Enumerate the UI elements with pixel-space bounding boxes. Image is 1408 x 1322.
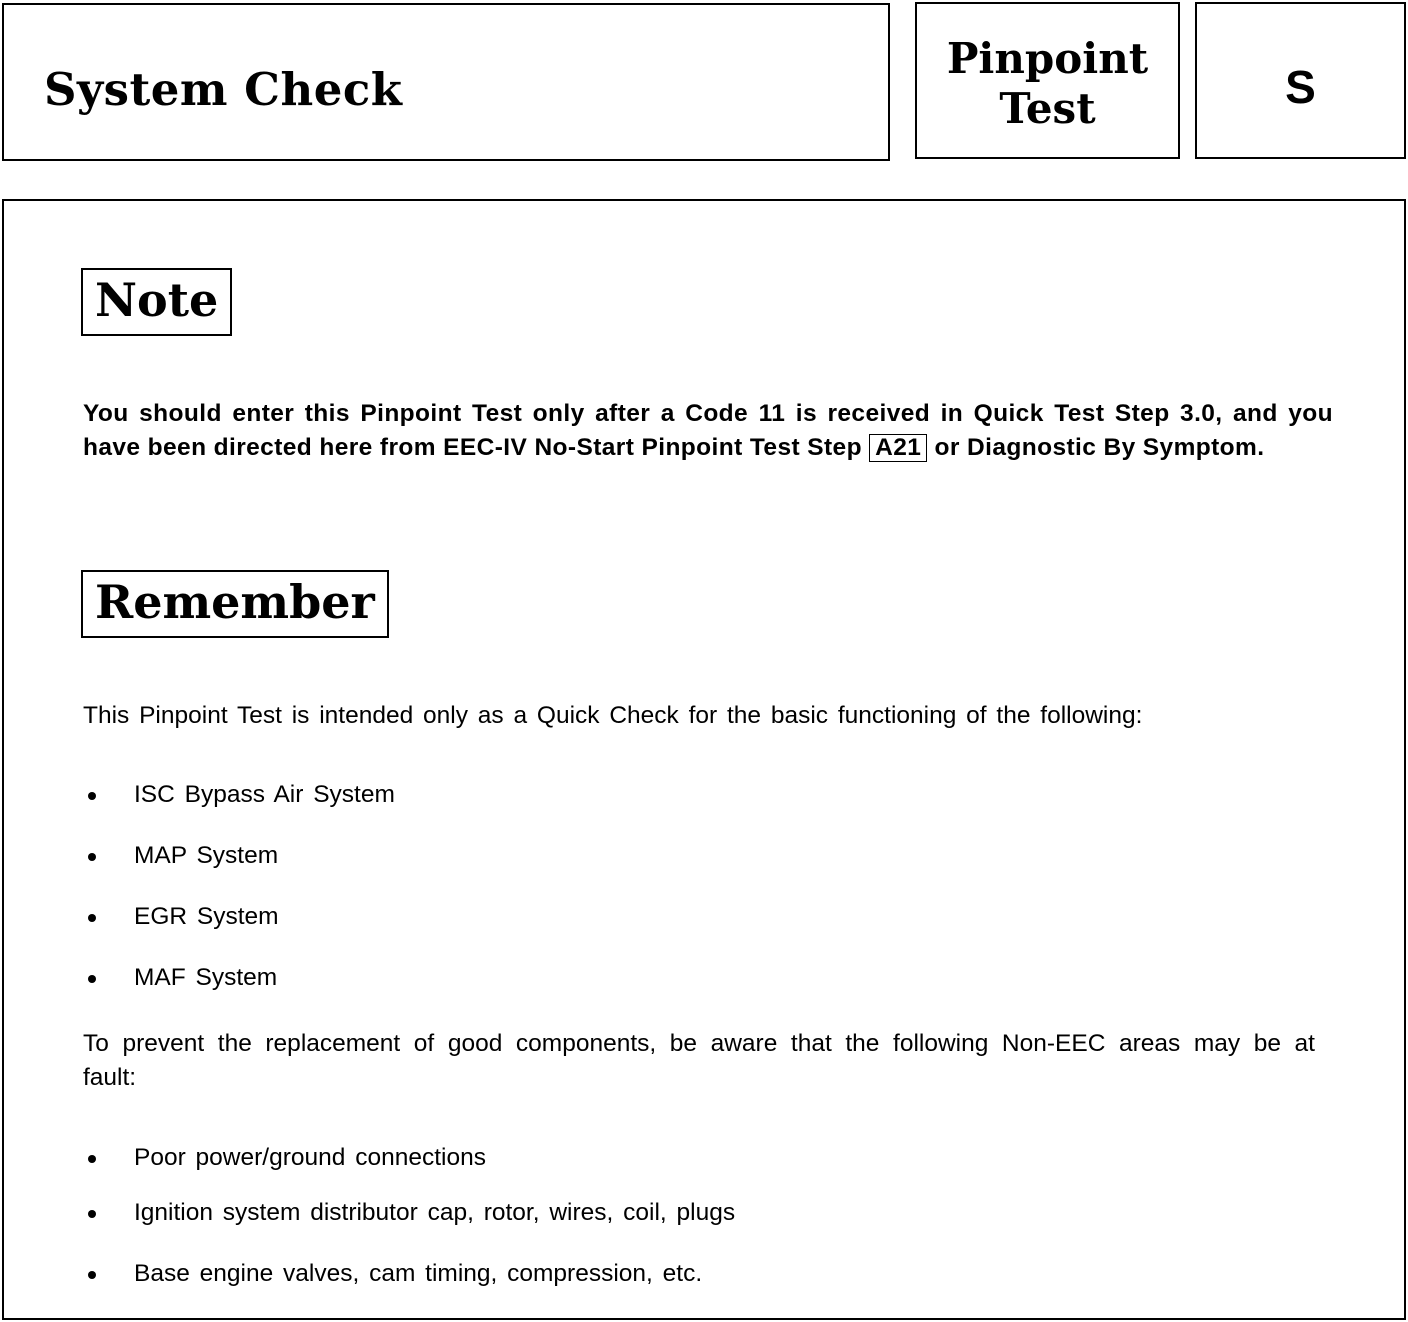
pinpoint-line-2: Test — [999, 84, 1096, 133]
list-item-text: MAP System — [134, 842, 279, 869]
page-title: System Check — [44, 63, 403, 116]
list-item-text: Ignition system distributor cap, rotor, wires, coil, plugs — [134, 1199, 736, 1226]
note-paragraph — [83, 397, 1333, 465]
bullet-icon — [88, 1271, 96, 1279]
pinpoint-test-box — [915, 2, 1180, 159]
list-item — [84, 962, 277, 994]
bullet-icon — [88, 1155, 96, 1163]
list-item-text: MAF System — [134, 964, 278, 991]
list-item — [84, 779, 395, 811]
list-item — [84, 1258, 702, 1290]
bullet-icon — [88, 975, 96, 983]
list-item — [84, 901, 279, 933]
section-letter: S — [1285, 61, 1316, 113]
bullet-icon — [88, 792, 96, 800]
remember-heading: Remember — [81, 570, 389, 638]
step-reference-a21[interactable]: A21 — [869, 434, 927, 462]
fault-intro: To prevent the replacement of good components, be aware that the following Non-EEC areas may be at fault: — [83, 1030, 1315, 1091]
note-text: You should enter this Pinpoint Test only after a Code 11 is received in Quick Test Step 3.0, and you have been directed here from EEC-IV No-Start Pinpoint Test Step — [83, 400, 1333, 461]
list-item-text: EGR System — [134, 903, 279, 930]
bullet-icon — [88, 853, 96, 861]
note-heading: Note — [81, 268, 232, 336]
section-letter-box — [1195, 2, 1406, 159]
pinpoint-test-label — [917, 34, 1178, 134]
bullet-icon — [88, 914, 96, 922]
main-content-box — [2, 199, 1406, 1320]
pinpoint-line-1: Pinpoint — [946, 34, 1149, 83]
header-title-box — [2, 3, 890, 161]
list-item-text: ISC Bypass Air System — [134, 781, 395, 808]
bullet-icon — [88, 1210, 96, 1218]
list-item-text: Base engine valves, cam timing, compression, etc. — [134, 1260, 703, 1287]
remember-intro: This Pinpoint Test is intended only as a Quick Check for the basic functioning of the following: — [83, 702, 1143, 729]
list-item — [84, 1197, 735, 1229]
note-text-end: or Diagnostic By Symptom. — [934, 434, 1265, 461]
list-item — [84, 1142, 486, 1174]
list-item — [84, 840, 278, 872]
list-item-text: Poor power/ground connections — [134, 1144, 486, 1171]
